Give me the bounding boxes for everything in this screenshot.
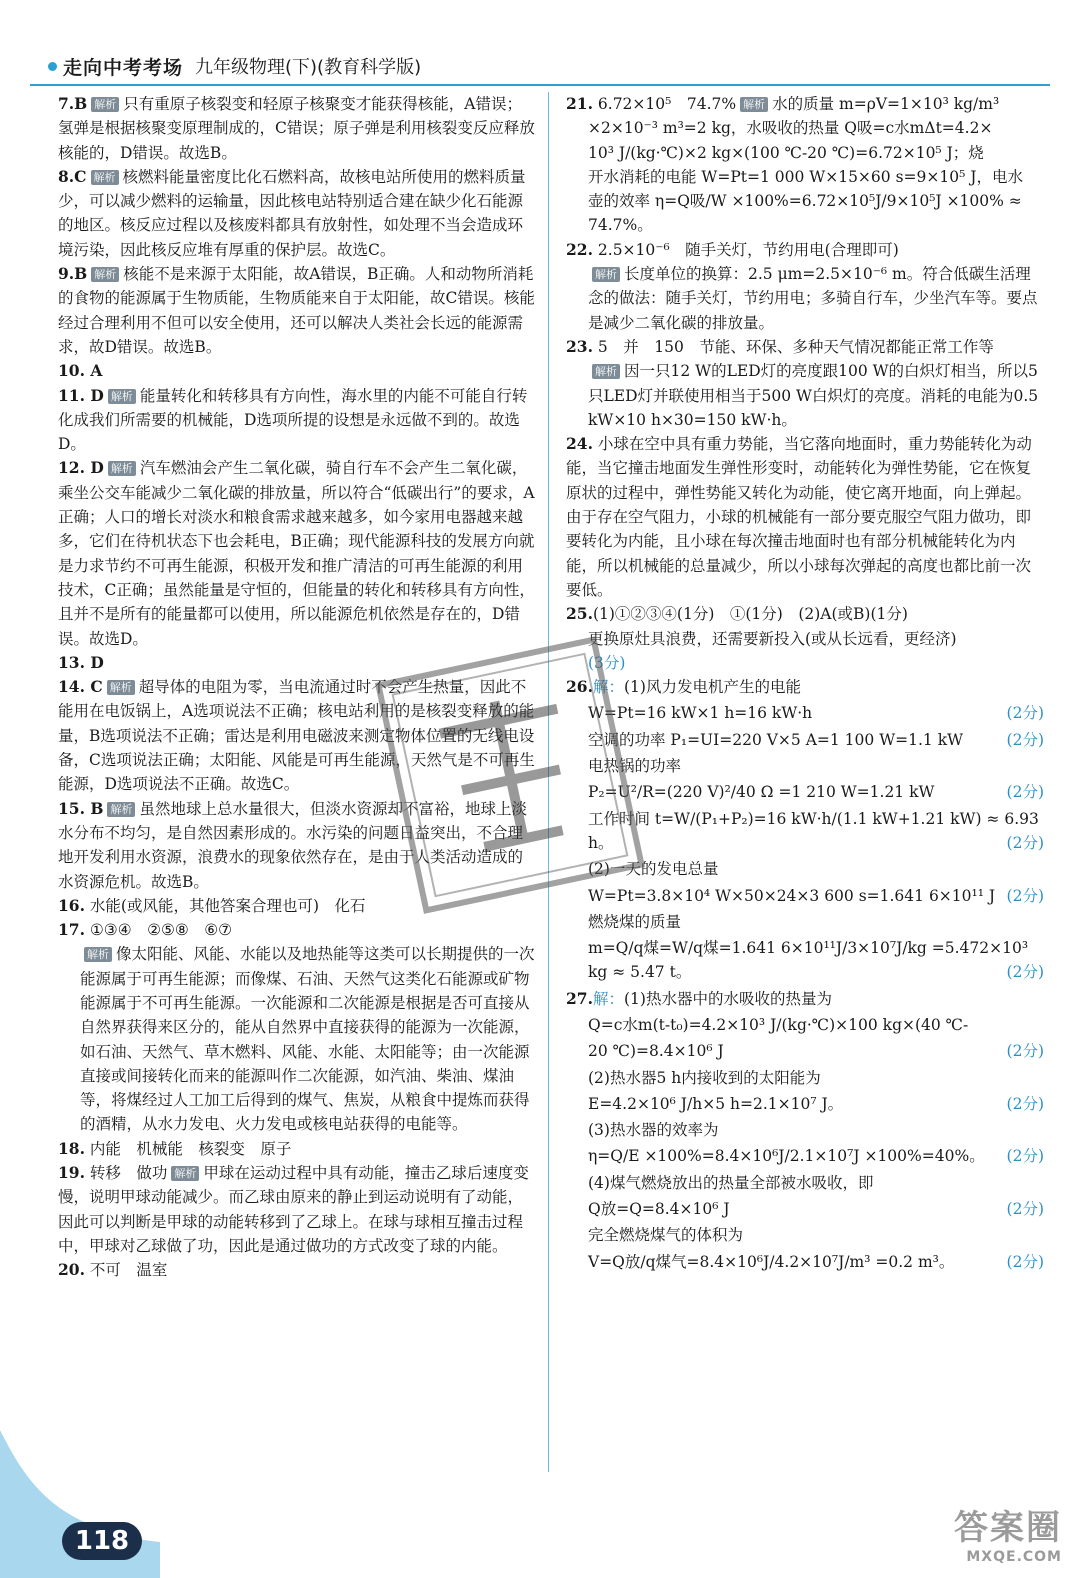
answer-25: 25.(1)①②③④(1分) ①(1分) (2)A(或B)(1分): [566, 604, 908, 624]
answer-10: 10. A: [58, 361, 103, 381]
analysis-tag: 解析: [108, 461, 136, 476]
page-header: [48, 52, 421, 80]
answer-17: 17. ①③④ ②⑤⑧ ⑥⑦: [58, 920, 233, 940]
answer-21-line3: 10³ J/(kg·℃)×2 kg×(100 ℃-20 ℃)=6.72×10⁵ J；烧: [588, 143, 984, 162]
answer-27-formula-1b: 20 ℃)=8.4×10⁶ J (2分): [588, 1042, 1044, 1061]
analysis-tag: 解析: [592, 364, 620, 379]
analysis-tag: 解析: [740, 97, 768, 112]
answer-26-formula-6: m=Q/q煤=W/q煤=1.641 6×10¹¹J/3×10⁷J/kg =5.472×10³ kg ≈ 5.47 t。 (2分): [588, 939, 1044, 982]
analysis-tag: 解析: [592, 267, 620, 282]
answer-26-formula-5: W=Pt=3.8×10⁴ W×50×24×3 600 s=1.641 6×10¹¹ J (2分): [588, 886, 1044, 905]
answer-21-line2: ×2×10⁻³ m³=2 kg，水吸收的热量 Q吸=c水mΔt=4.2×: [588, 119, 993, 138]
answer-27: 27.解：(1)热水器中的水吸收的热量为: [566, 988, 832, 1008]
answer-23: 23. 5 并 150 节能、环保、多种天气情况都能正常工作等: [566, 336, 994, 356]
answer-24: 24. 小球在空中具有重力势能，当它落向地面时，重力势能转化为动能，当它撞击地面发生弹性形变时，动能转化为弹性势能，它在恢复原状的过程中，弹性势能又转化为动能，使它离开地面，向上弹起。由于存在空气阻力，小球的机械能有一部分要克服空气阻力做功，即要转化为内能，且小球在每次撞击地面时也有部分机械能转化为内能，所以机械能的总量减少，所以小球每次弹起的高度也都比前一次要低。: [566, 434, 1032, 599]
answer-20: 20. 不可 温室: [58, 1260, 168, 1280]
answer-27-heading-2: (2)热水器5 h内接收到的太阳能为: [588, 1068, 821, 1087]
answer-26-formula-2: 空调的功率 P₁=UI=220 V×5 A=1 100 W=1.1 kW (2分): [588, 730, 1044, 749]
analysis-tag: 解析: [91, 267, 119, 282]
book-title: 九年级物理(下)(教育科学版): [195, 57, 422, 78]
answer-26-heading-4: 燃烧煤的质量: [588, 912, 682, 931]
analysis-tag: 解析: [107, 680, 135, 695]
answer-22-analysis: 解析 长度单位的换算：2.5 μm=2.5×10⁻⁶ m。符合低碳生活理念的做法：随手关灯，节约用电；多骑自行车，少坐汽车等。要点是减少二氧化碳的排放量。: [588, 265, 1038, 332]
answer-11: 11. D 解析 能量转化和转移具有方向性，海水里的内能不可能自行转化成我们所需要的机械能，D选项所提的设想是永远做不到的。故选D。: [58, 385, 528, 454]
answer-26-heading-3: (2)一天的发电总量: [588, 860, 719, 879]
watermark-title: 答案圈: [954, 1508, 1062, 1548]
answer-27-formula-5: V=Q放/q煤气=8.4×10⁶J/4.2×10⁷J/m³ =0.2 m³。 (2分): [588, 1252, 1044, 1271]
analysis-tag: 解析: [171, 1166, 199, 1181]
watermark: [912, 1500, 1062, 1564]
answer-16: 16. 水能(或风能，其他答案合理也可) 化石: [58, 895, 366, 915]
answer-21-line4: 开水消耗的电能 W=Pt=1 000 W×15×60 s=9×10⁵ J，电水: [588, 167, 1023, 186]
analysis-tag: 解析: [91, 170, 119, 185]
answer-27-formula-1: Q=c水m(t-t₀)=4.2×10³ J/(kg·℃)×100 kg×(40 ℃-: [588, 1015, 969, 1034]
answer-25-line2: 更换原灶具浪费，还需要新投入(或从长远看，更经济): [588, 629, 957, 648]
answer-27-heading-3: (3)热水器的效率为: [588, 1121, 719, 1140]
page-number: 118: [62, 1522, 142, 1560]
answer-12: 12. D 解析 汽车燃油会产生二氧化碳，骑自行车不会产生二氧化碳，乘坐公交车能减少二氧化碳的排放量，所以符合“低碳出行”的要求，A正确；人口的增长对淡水和粮食需求越来越多，如今家用电器越来越多，它们在待机状态下也会耗电，B正确；现代能源科技的发展方向就是力求节约不可再生能源，积极开发和推广清洁的可再生能源的利用技术，C正确；虽然能量是守恒的，但能量的转化和转移具有方向性，且并不是所有的能量都可以使用，所以能源危机依然是存在的，D错误。故选D。: [58, 458, 535, 648]
bullet-dot-icon: [48, 62, 57, 71]
analysis-tag: 解析: [84, 947, 112, 962]
answer-27-formula-4: Q放=Q=8.4×10⁶ J (2分): [588, 1200, 1044, 1219]
right-column: [566, 92, 1044, 1276]
answer-7: 7.B 解析 只有重原子核裂变和轻原子核聚变才能获得核能，A错误；氢弹是根据核聚变原理制成的，C错误；原子弹是利用核裂变反应释放核能的，D错误。故选B。: [58, 94, 535, 162]
answer-21: 21. 6.72×10⁵ 74.7% 解析 水的质量 m=ρV=1×10³ kg/m³: [566, 94, 1000, 113]
answer-26-heading-2: 电热锅的功率: [588, 757, 682, 776]
answer-25-points: (3分): [588, 653, 626, 672]
header-rule: [30, 84, 1050, 86]
answer-26: 26.解：(1)风力发电机产生的电能: [566, 677, 801, 697]
answer-22: 22. 2.5×10⁻⁶ 随手关灯，节约用电(合理即可): [566, 239, 899, 259]
answer-18: 18. 内能 机械能 核裂变 原子: [58, 1138, 292, 1158]
answer-15: 15. B 解析 虽然地球上总水量很大，但淡水资源却不富裕，地球上淡水分布不均匀，是自然因素形成的。水污染的问题日益突出，不合理地开发利用水资源，浪费水的现象依然存在，是由于人类活动造成的水资源危机。故选B。: [58, 798, 527, 891]
answer-27-formula-2: E=4.2×10⁶ J/h×5 h=2.1×10⁷ J。 (2分): [588, 1094, 1044, 1113]
watermark-url: MXQE.COM: [966, 1549, 1062, 1565]
answer-26-formula-1: W=Pt=16 kW×1 h=16 kW·h (2分): [588, 704, 1044, 723]
answer-14: 14. C 解析 超导体的电阻为零，当电流通过时不会产生热量，因此不能用在电饭锅上，A选项说法不正确；核电站利用的是核裂变释放的能量，B选项说法不正确；雷达是利用电磁波来测定物体位置的无线电设备，C选项说法正确；太阳能、风能是可再生能源，天然气是不可再生能源，D选项说法不正确。故选C。: [58, 677, 535, 794]
answer-9: 9.B 解析 核能不是来源于太阳能，故A错误，B正确。人和动物所消耗的食物的能源属于生物质能，生物质能来自于太阳能，故C错误。核能经过合理利用不但可以安全使用，还可以解决人类社会长远的能源需求，故D错误。故选B。: [58, 264, 535, 356]
answer-27-heading-5: 完全燃烧煤气的体积为: [588, 1226, 744, 1245]
seal-stamp-icon: [355, 616, 665, 934]
analysis-tag: 解析: [107, 802, 135, 817]
answer-26-formula-4: 工作时间 t=W/(P₁+P₂)=16 kW·h/(1.1 kW+1.21 kW) ≈ 6.93 h。 (2分): [588, 809, 1044, 852]
analysis-tag: 解析: [91, 97, 119, 112]
answer-19: 19. 转移 做功 解析 甲球在运动过程中具有动能，撞击乙球后速度变慢，说明甲球动能减少。而乙球由原来的静止到运动说明有了动能，因此可以判断是甲球的动能转移到了乙球上。在球与球相互撞击过程中，甲球对乙球做了功，因此是通过做功的方式改变了球的内能。: [58, 1163, 529, 1255]
answer-23-analysis: 解析 因一只12 W的LED灯的亮度跟100 W的白炽灯相当，所以5只LED灯并联使用相当于500 W白炽灯的亮度。消耗的电能为0.5 kW×10 h×30=150 kW·h。: [588, 362, 1039, 429]
series-title: 走向中考考场: [63, 56, 184, 79]
answer-21-line5: 壶的效率 η=Q吸/W ×100%=6.72×10⁵J/9×10⁵J ×100% ≈ 74.7%。: [588, 192, 1022, 235]
answer-17-analysis: 解析 像太阳能、风能、水能以及地热能等这类可以长期提供的一次能源属于可再生能源；而像煤、石油、天然气这类化石能源或矿物能源属于不可再生能源。一次能源和二次能源是根据是否可直接从自然界获得来区分的，能从自然界中直接获得的能源为一次能源，如石油、天然气、草木燃料、风能、水能、太阳能等；由一次能源直接或间接转化而来的能源叫作二次能源，如汽油、柴油、煤油等，将煤经过人工加工后得到的煤气、焦炭，从粮食中提炼而获得的酒精，从水力发电、火力发电或核电站获得的电能等。: [80, 945, 535, 1134]
answer-8: 8.C 解析 核燃料能量密度比化石燃料高，故核电站所使用的燃料质量少，可以减少燃料的运输量，因此核电站特别适合建在缺少化石能源的地区。核反应过程以及核废料都具有放射性，如处理不当会造成环境污染，因此核反应堆有厚重的保护层。故选C。: [58, 166, 526, 259]
answer-13: 13. D: [58, 652, 104, 672]
answer-26-formula-3: P₂=U²/R=(220 V)²/40 Ω =1 210 W=1.21 kW (2分): [588, 783, 1044, 802]
answer-27-formula-3: η=Q/E ×100%=8.4×10⁶J/2.1×10⁷J ×100%=40%。 (2分): [588, 1147, 1044, 1166]
analysis-tag: 解析: [108, 389, 136, 404]
answer-27-heading-4: (4)煤气燃烧放出的热量全部被水吸收，即: [588, 1173, 874, 1192]
